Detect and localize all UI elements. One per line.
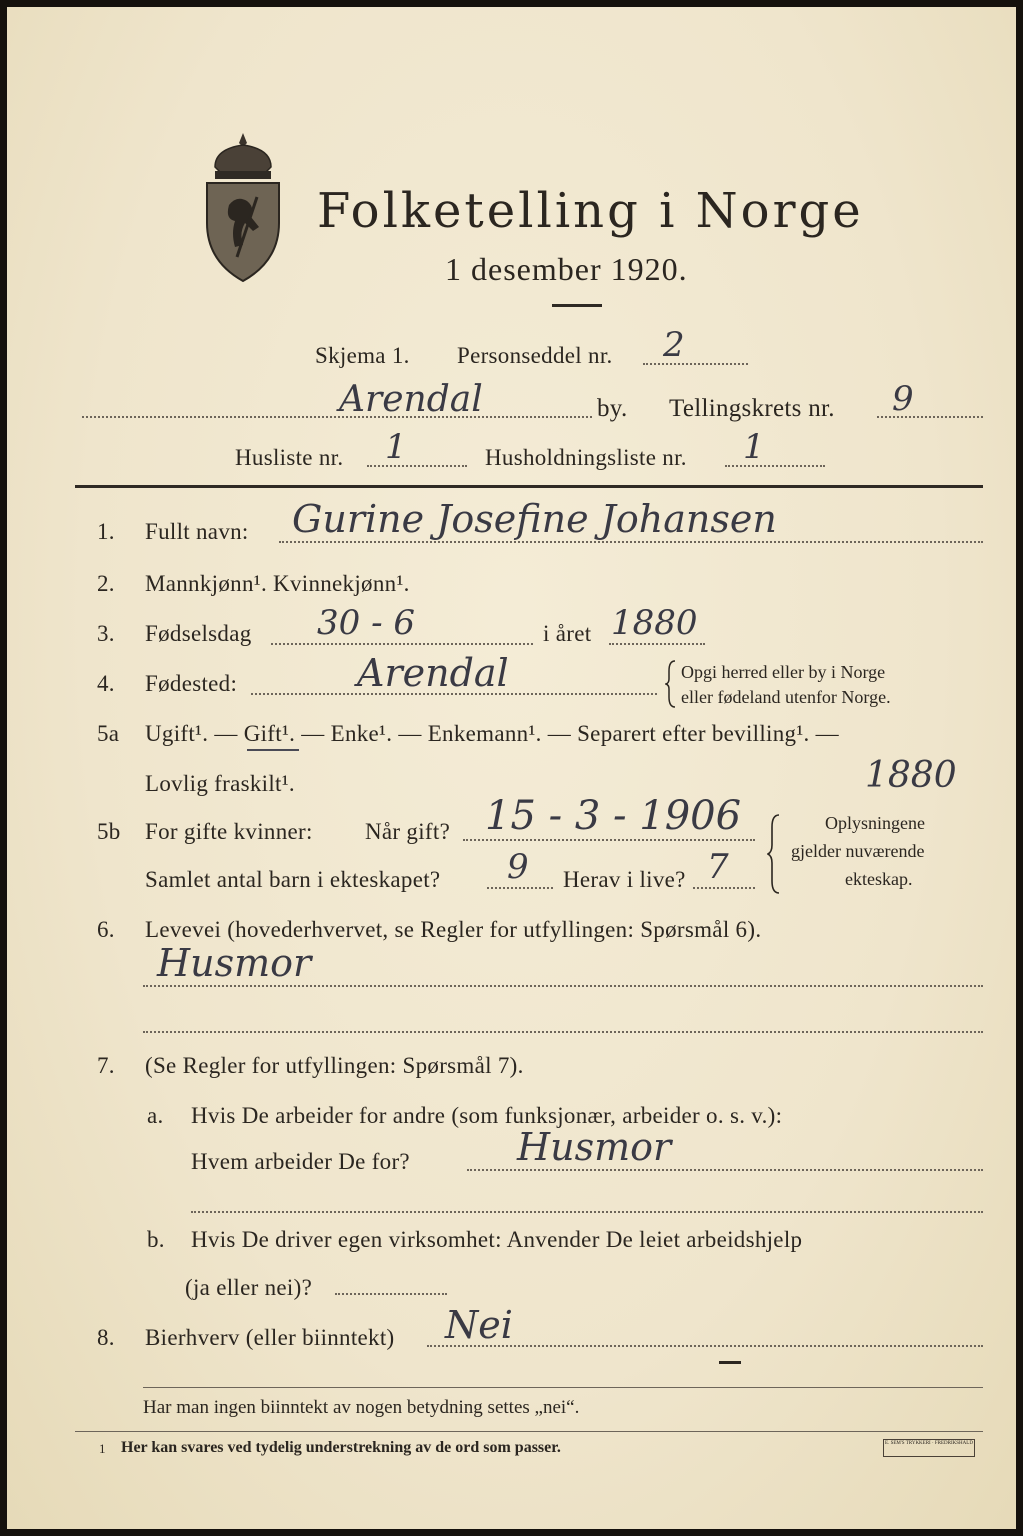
- by-label: by.: [597, 395, 628, 422]
- personseddel-label: Personseddel nr.: [457, 343, 613, 368]
- husliste-value: 1: [385, 427, 407, 467]
- q2-number: 2.: [97, 571, 115, 596]
- q5b-note-line2: gjelder nuværende: [791, 841, 925, 861]
- footer-divider: [143, 1387, 983, 1388]
- q7a-line2-dots: [191, 1211, 983, 1213]
- q5b-label4: Herav i live?: [563, 867, 686, 892]
- q4-label: Fødested:: [145, 671, 238, 696]
- q7b-letter: b.: [147, 1227, 165, 1252]
- tellingskrets-value: 9: [892, 379, 914, 419]
- q5b-answer-date: 15 - 3 - 1906: [485, 793, 742, 839]
- q5b-live-line: [693, 887, 755, 889]
- husliste-line: [367, 465, 467, 467]
- q7b-line2: (ja eller nei)?: [185, 1275, 313, 1300]
- q5a-line1: Ugift¹. — Gift¹. — Enke¹. — Enkemann¹. — Separert efter bevilling¹. —: [145, 721, 839, 746]
- printer-stamp: E. SEM'S TRYKKERI · FREDRIKSHALD: [883, 1439, 975, 1457]
- q6-number: 6.: [97, 917, 115, 942]
- title-divider: [552, 304, 602, 307]
- q8-number: 8.: [97, 1325, 115, 1350]
- by-line: [82, 416, 592, 418]
- q7a-letter: a.: [147, 1103, 164, 1128]
- q7-number: 7.: [97, 1053, 115, 1078]
- q3-year-line: [609, 643, 705, 645]
- q3-year-label: i året: [543, 621, 592, 646]
- q7a-answer: Husmor: [517, 1125, 672, 1169]
- section-divider: [75, 485, 983, 488]
- q5b-answer-barn: 9: [507, 847, 529, 887]
- q3-day-line: [271, 643, 533, 645]
- husholdningsliste-value: 1: [743, 427, 765, 467]
- q5b-number: 5b: [97, 819, 121, 844]
- q7a-line: [467, 1169, 983, 1171]
- form-date: 1 desember 1920.: [445, 251, 688, 287]
- q6-line2: [143, 1031, 983, 1033]
- q4-answer: Arendal: [357, 651, 509, 695]
- q4-note-line2: eller fødeland utenfor Norge.: [681, 687, 891, 707]
- q6-line1: [143, 985, 983, 987]
- q4-brace-icon: [665, 659, 677, 709]
- q1-label: Fullt navn:: [145, 519, 249, 544]
- q8-answer: Nei: [445, 1303, 513, 1347]
- q3-answer-year: 1880: [611, 603, 698, 643]
- husholdningsliste-line: [725, 465, 825, 467]
- q4-note-line1: Opgi herred eller by i Norge: [681, 662, 886, 682]
- husholdningsliste-label: Husholdningsliste nr.: [485, 445, 687, 470]
- by-value: Arendal: [339, 379, 483, 420]
- q5b-date-line: [463, 839, 755, 841]
- q1-number: 1.: [97, 519, 115, 544]
- q6-label: Levevei (hovederhvervet, se Regler for utfyllingen: Spørsmål 6).: [145, 917, 762, 942]
- q5b-label3: Samlet antal barn i ekteskapet?: [145, 867, 441, 892]
- q5a-gift-underline: [247, 749, 299, 751]
- q6-answer: Husmor: [157, 941, 312, 985]
- q7a-line1: Hvis De arbeider for andre (som funksjonær, arbeider o. s. v.):: [191, 1103, 783, 1128]
- q5a-number: 5a: [97, 721, 120, 746]
- personseddel-line: [643, 363, 748, 365]
- q7a-line2: Hvem arbeider De for?: [191, 1149, 410, 1174]
- q5b-note-line1: Oplysningene: [825, 813, 925, 833]
- footnote-mark: 1: [99, 1441, 106, 1456]
- q3-number: 3.: [97, 621, 115, 646]
- personseddel-value: 2: [663, 325, 685, 365]
- q7b-line1: Hvis De driver egen virksomhet: Anvender De leiet arbeidshjelp: [191, 1227, 803, 1252]
- q5b-barn-line: [487, 887, 553, 889]
- q1-answer: Gurine Josefine Johansen: [292, 497, 777, 541]
- q2-label: Mannkjønn¹. Kvinnekjønn¹.: [145, 571, 410, 596]
- q3-label: Fødselsdag: [145, 621, 252, 646]
- q5a-line2: Lovlig fraskilt¹.: [145, 771, 295, 796]
- q5b-brace-icon: [767, 813, 781, 895]
- footnote-text: Her kan svares ved tydelig understrekning av de ord som passer.: [121, 1439, 561, 1456]
- q7b-line: [335, 1293, 447, 1295]
- footer-note: Har man ingen biinntekt av nogen betydning settes „nei“.: [143, 1397, 580, 1418]
- coat-of-arms-icon: [193, 127, 293, 287]
- q5b-answer-live: 7: [707, 847, 729, 887]
- q5b-label1: For gifte kvinner:: [145, 819, 313, 844]
- husliste-label: Husliste nr.: [235, 445, 344, 470]
- q8-dash: [719, 1361, 741, 1364]
- q7-label: (Se Regler for utfyllingen: Spørsmål 7).: [145, 1053, 524, 1078]
- q8-label: Bierhverv (eller biinntekt): [145, 1325, 395, 1350]
- footnote-divider: [75, 1431, 983, 1432]
- q3-answer-day: 30 - 6: [317, 603, 415, 643]
- skjema-label: Skjema 1.: [315, 343, 410, 368]
- q5b-margin-note: 1880: [865, 755, 957, 796]
- q5b-note-line3: ekteskap.: [845, 869, 913, 889]
- form-title: Folketelling i Norge: [317, 183, 864, 239]
- q5b-label2: Når gift?: [365, 819, 451, 844]
- q4-number: 4.: [97, 671, 115, 696]
- q1-line: [279, 541, 983, 543]
- tellingskrets-label: Tellingskrets nr.: [669, 395, 835, 422]
